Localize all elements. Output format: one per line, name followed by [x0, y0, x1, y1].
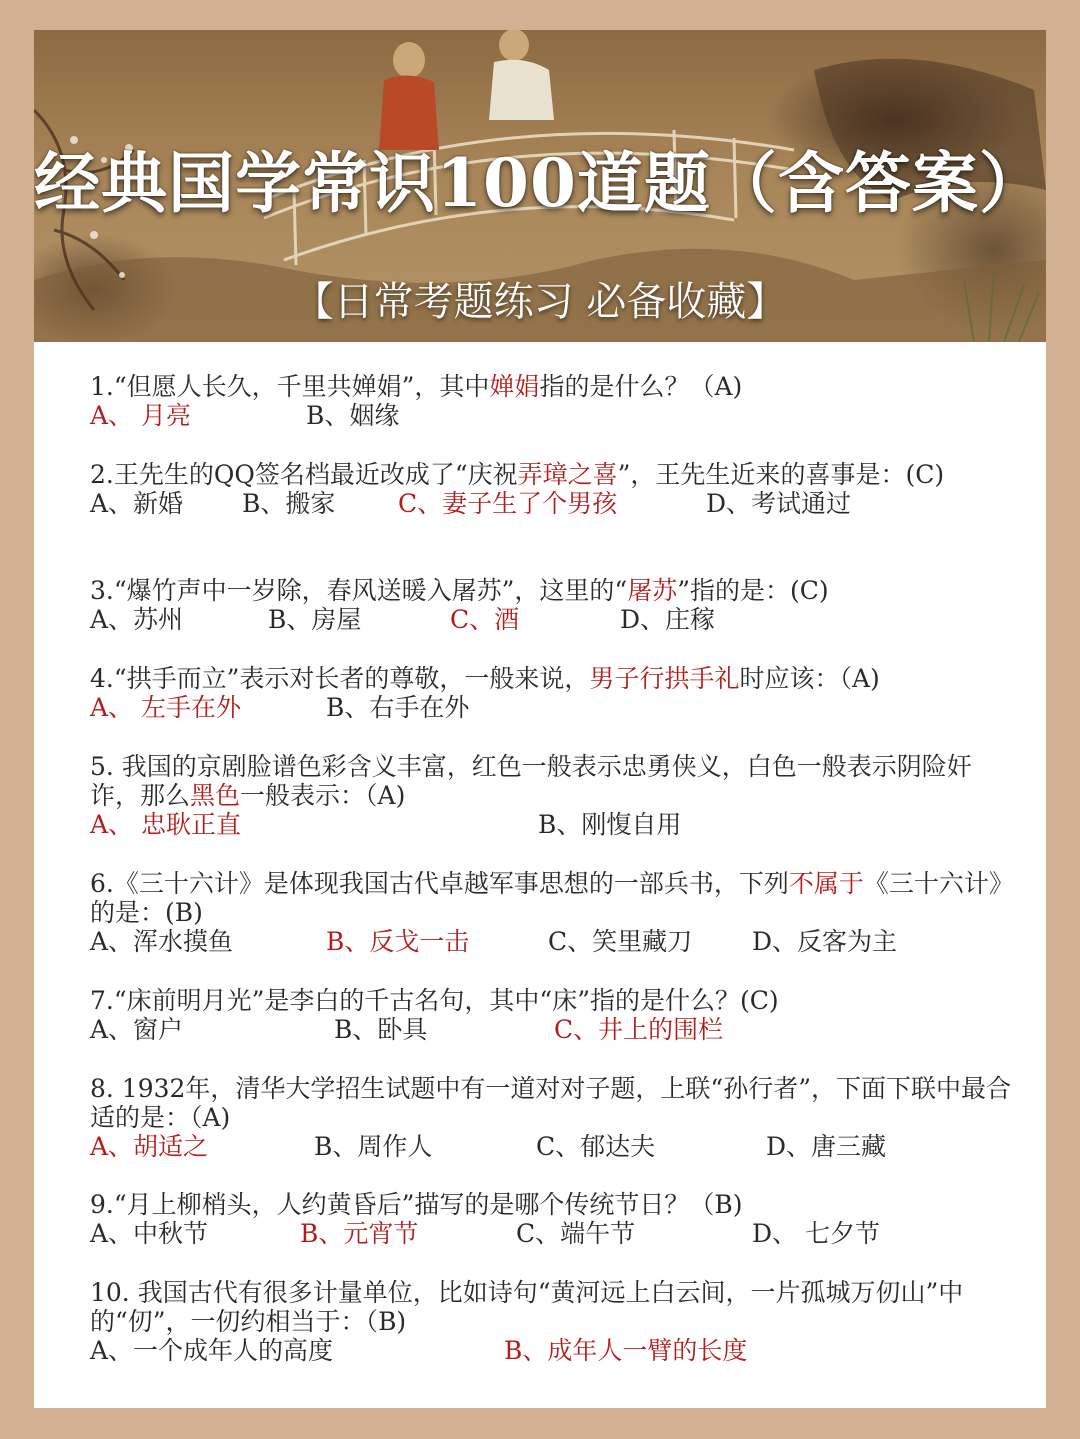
question-item	[90, 1074, 1020, 1161]
stem-text: 一般表示：（A)	[240, 781, 406, 810]
answer-option-b: B、房屋	[268, 605, 362, 634]
question-stem	[90, 1278, 1020, 1336]
answer-option-c: C、井上的围栏	[554, 1015, 724, 1044]
options-row	[90, 605, 1020, 634]
question-item	[90, 576, 1020, 634]
answer-option-b: B、右手在外	[326, 693, 470, 722]
answer-option-a: A、苏州	[90, 605, 184, 634]
answer-option-d: D、唐三藏	[766, 1132, 887, 1161]
options-row	[90, 1219, 1020, 1248]
quiz-content	[34, 342, 1046, 1408]
stem-highlight: 婵娟	[489, 372, 540, 401]
answer-option-c: C、端午节	[516, 1219, 636, 1248]
question-stem	[90, 869, 1020, 927]
stem-text: 2.王先生的QQ签名档最近改成了“庆祝	[90, 460, 518, 489]
answer-option-a: A、中秋节	[90, 1219, 209, 1248]
stem-highlight: 男子行拱手礼	[589, 664, 740, 693]
question-stem	[90, 986, 1020, 1015]
stem-text: 8. 1932年，清华大学招生试题中有一道对对子题，上联“孙行者”，下面下联中最合适的是：（A)	[90, 1074, 1011, 1132]
answer-option-a: A、 忠耿正直	[90, 810, 242, 839]
options-row	[90, 1336, 1020, 1365]
answer-option-b: B、刚愎自用	[538, 810, 682, 839]
stem-highlight: 黑色	[190, 781, 241, 810]
stem-highlight: 不属于	[788, 869, 864, 898]
stem-text: 3.“爆竹声中一岁除，春风送暖入屠苏”，这里的“	[90, 576, 628, 605]
stem-text: 指的是什么？（A)	[539, 372, 743, 401]
question-item	[90, 372, 1020, 430]
stem-text: 7.“床前明月光”是李白的千古名句，其中“床”指的是什么？(C)	[90, 986, 779, 1015]
header-banner	[34, 30, 1046, 342]
stem-text: 6.《三十六计》是体现我国古代卓越军事思想的一部兵书，下列	[90, 869, 789, 898]
options-row	[90, 1132, 1020, 1161]
answer-option-d: D、反客为主	[752, 927, 898, 956]
stem-text: 5. 我国的京剧脸谱色彩含义丰富，红色一般表示忠勇侠义，白色一般表示阴险奸诈，那么	[90, 752, 972, 810]
answer-option-c: C、妻子生了个男孩	[398, 489, 618, 518]
stem-text: 《三十六计》的是：(B)	[90, 869, 1014, 927]
answer-option-d: D、庄稼	[620, 605, 716, 634]
answer-option-b: B、卧具	[334, 1015, 428, 1044]
stem-highlight: 弄璋之喜	[517, 460, 618, 489]
answer-option-c: C、酒	[450, 605, 520, 634]
answer-option-a: A、 左手在外	[90, 693, 242, 722]
page-subtitle: 【日常考题练习 必备收藏】	[293, 279, 787, 325]
question-stem	[90, 1190, 1020, 1219]
question-item	[90, 460, 1020, 518]
page-title: 经典国学常识100道题（含答案）	[34, 144, 1046, 222]
question-item	[90, 1190, 1020, 1248]
answer-option-d: D、 七夕节	[752, 1219, 880, 1248]
question-item	[90, 752, 1020, 839]
stem-text: 1.“但愿人长久，千里共婵娟”，其中	[90, 372, 490, 401]
answer-option-d: D、考试通过	[706, 489, 852, 518]
answer-option-a: A、 月亮	[90, 401, 192, 430]
answer-option-b: B、搬家	[242, 489, 336, 518]
answer-option-b: B、姻缘	[306, 401, 400, 430]
question-item	[90, 1278, 1020, 1365]
answer-option-c: C、郁达夫	[536, 1132, 656, 1161]
options-row	[90, 810, 1020, 839]
options-row	[90, 927, 1020, 956]
answer-option-a: A、胡适之	[90, 1132, 209, 1161]
options-row	[90, 1015, 1020, 1044]
answer-option-a: A、新婚	[90, 489, 184, 518]
stem-text: 10. 我国古代有很多计量单位，比如诗句“黄河远上白云间，一片孤城万仞山”中的“仞”，一仞约相当于：（B)	[90, 1278, 964, 1336]
question-item	[90, 664, 1020, 722]
answer-option-b: B、元宵节	[300, 1219, 419, 1248]
stem-text: 4.“拱手而立”表示对长者的尊敬，一般来说，	[90, 664, 590, 693]
options-row	[90, 489, 1020, 518]
question-stem	[90, 372, 1020, 401]
question-stem	[90, 460, 1020, 489]
answer-option-b: B、周作人	[314, 1132, 433, 1161]
question-stem	[90, 664, 1020, 693]
options-row	[90, 401, 1020, 430]
stem-text: 9.“月上柳梢头，人约黄昏后”描写的是哪个传统节日？（B)	[90, 1190, 743, 1219]
options-row	[90, 693, 1020, 722]
stem-highlight: 屠苏	[627, 576, 678, 605]
stem-text: ”指的是：(C)	[677, 576, 829, 605]
question-item	[90, 869, 1020, 956]
question-stem	[90, 1074, 1020, 1132]
answer-option-b: B、反戈一击	[326, 927, 470, 956]
question-item	[90, 986, 1020, 1044]
stem-text: 时应该：（A)	[739, 664, 880, 693]
answer-option-a: A、浑水摸鱼	[90, 927, 234, 956]
answer-option-b: B、成年人一臂的长度	[504, 1336, 748, 1365]
answer-option-a: A、窗户	[90, 1015, 184, 1044]
stem-text: ”，王先生近来的喜事是：(C)	[617, 460, 945, 489]
answer-option-a: A、一个成年人的高度	[90, 1336, 334, 1365]
answer-option-c: C、笑里藏刀	[548, 927, 693, 956]
question-stem	[90, 576, 1020, 605]
question-stem	[90, 752, 1020, 810]
